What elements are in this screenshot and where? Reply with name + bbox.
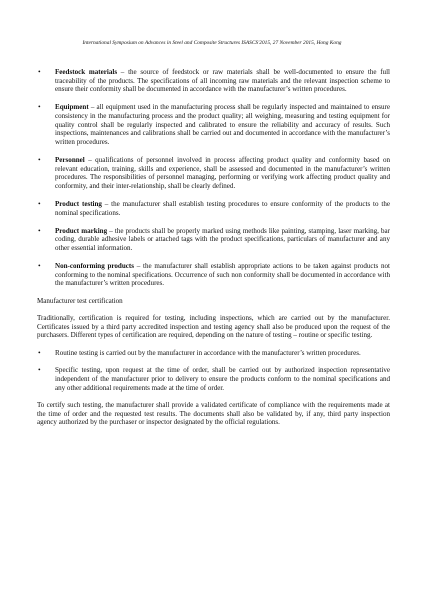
bullet-icon: • [38, 198, 41, 208]
item-text: – the manufacturer shall establish testing procedures to ensure conformity of the products to the nominal specifications. [55, 199, 390, 217]
bullet-icon: • [38, 154, 41, 164]
item-term: Product marking [55, 226, 108, 235]
list-item [37, 262, 390, 288]
page-header: International Symposium on Advances in Steel and Composite Structures ISASCS'2015, 27 November 2015, Hong Kong [82, 40, 342, 46]
list-item [37, 366, 390, 392]
bullet-icon: • [38, 67, 41, 76]
requirements-list [37, 68, 390, 288]
paragraph: Traditionally, certification is required for testing, including inspections, which are carried out by the manufacturer. Certificates issued by a third party accredited inspection and testing agency shall also be produced upon the request of the purchasers. Different types of certification are required, depending on the nature of testing – routine or specific testing. [37, 314, 390, 340]
item-term: Feedstock materials [55, 68, 118, 76]
section-heading: Manufacturer test certification [37, 297, 123, 306]
list-item [37, 68, 390, 94]
bullet-icon: • [38, 102, 41, 112]
paragraph: To certify such testing, the manufacturer shall provide a validated certificate of compliance with the requirements made at the time of order and the requested test results. The documents shall also be validated by, if any, third party inspection agency authorized by the purchaser or inspector designated by the official regulations. [37, 401, 390, 427]
item-text: – qualifications of personnel involved in process affecting product quality and conformity based on relevant education, training, skills and experience, shall be assessed and documented in the manufacturer’s written procedures. The responsibilities of personnel managing, performing or verifying work affecting product quality and conformity, and their inter-relationship, shall be clearly defined. [55, 155, 390, 190]
list-item [37, 156, 390, 190]
item-text: Routine testing is carried out by the manufacturer in accordance with the manufacturer’s written procedures. [55, 348, 361, 357]
list-item [37, 349, 390, 358]
item-text: – the products shall be properly marked using methods like painting, stamping, laser marking, bar coding, durable adhesive labels or attached tags with the product specifications, particulars of manufacturer and any other essential information. [55, 226, 390, 252]
item-term: Personnel [55, 155, 85, 164]
testing-list [37, 349, 390, 392]
bullet-icon: • [38, 261, 41, 271]
item-text: – all equipment used in the manufacturing process shall be regularly inspected and maintained to ensure consistency in the manufacturing process and the product quality; all weighing, measuring and testing equipment for quality control shall be regularly inspected and calibrated to ensure the reliability and accuracy of results. Such inspections, maintenances and calibrations shall be carried out and documented in accordance with the manufacturer’s written procedures. [55, 103, 390, 146]
item-term: Equipment [55, 103, 89, 112]
bullet-icon: • [38, 365, 41, 375]
item-term: Product testing [55, 199, 102, 208]
item-text: – the manufacturer shall establish appropriate actions to be taken against products not conforming to the nominal specifications. Occurrence of such non conformity shall be documented in accordance with the manufacturer’s written procedures. [55, 262, 390, 288]
bullet-icon: • [38, 225, 41, 235]
list-item [37, 227, 390, 253]
bullet-icon: • [38, 347, 41, 357]
item-text: – the source of feedstock or raw materials shall be well-documented to ensure the full traceability of the products. The specifications of all incoming raw materials and the relevant inspection scheme to ensure their conformity shall be documented in accordance with the manufacturer’s written procedures. [55, 68, 390, 94]
list-item [37, 103, 390, 146]
item-term: Non-conforming products [55, 262, 134, 271]
page-content [37, 68, 390, 436]
list-item [37, 200, 390, 217]
item-text: Specific testing, upon request at the time of order, shall be carried out by authorized inspection representative independent of the manufacturer prior to delivery to ensure the products conform to the nominal specifications and any other additional requirements made at the time of order. [55, 366, 390, 392]
